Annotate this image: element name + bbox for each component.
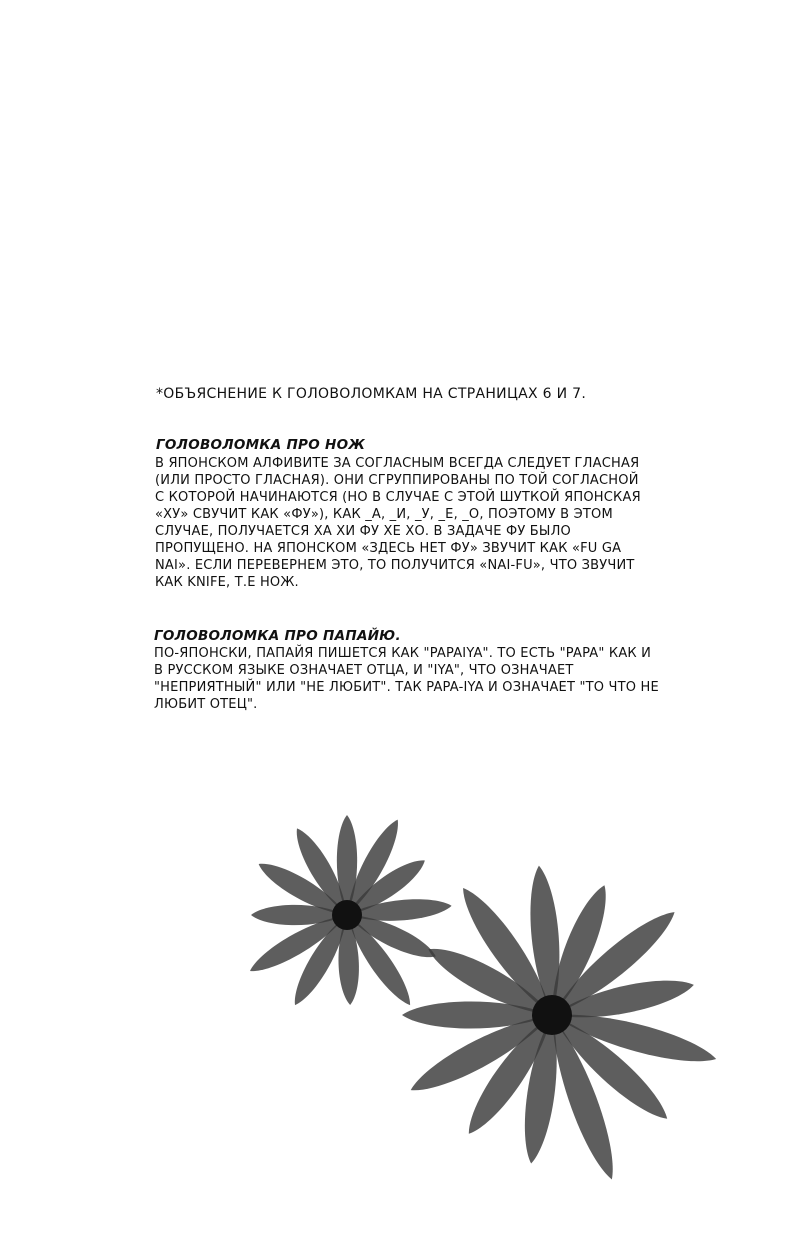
small-flower-center — [332, 900, 362, 930]
knife-puzzle-text: В ЯПОНСКОМ АЛФИВИТЕ ЗА СОГЛАСНЫМ ВСЕГДА СЛЕДУЕТ ГЛАСНАЯ (ИЛИ ПРОСТО ГЛАСНАЯ). ОНИ СГРУППИРОВАНЫ ПО ТОЙ СОГЛАСНОЙ С КОТОРОЙ НАЧИНАЮТСЯ (НО В СЛУЧАЕ С ЭТОЙ ШУТКОЙ ЯПОНСКАЯ «ХУ» СВУЧИТ КАК «ФУ»), КАК _А, _И, _У, _Е, _О, ПОЭТОМУ В ЭТОМ СЛУЧАЕ, ПОЛУЧАЕТСЯ ХА ХИ ФУ ХЕ ХО. В ЗАДАЧЕ ФУ БЫЛО ПРОПУЩЕНО. НА ЯПОНСКОМ «ЗДЕСЬ НЕТ ФУ» ЗВУЧИТ КАК «FU GA NAI». ЕСЛИ ПЕРЕВЕРНЕМ ЭТО, ТО ПОЛУЧИТСЯ «NAI-FU», ЧТО ЗВУЧИТ КАК KNIFE, Т.Е НОЖ. — [155, 456, 641, 590]
large-flower — [402, 864, 720, 1184]
large-flower-center — [532, 995, 572, 1035]
papaya-puzzle-text: ПО-ЯПОНСКИ, ПАПАЙЯ ПИШЕТСЯ КАК "PAPAIYA". ТО ЕСТЬ "PAPA" КАК И В РУССКОМ ЯЗЫКЕ ОЗНАЧАЕТ ОТЦА, И "IYA", ЧТО ОЗНАЧАЕТ "НЕПРИЯТНЫЙ" ИЛИ "НЕ ЛЮБИТ". ТАК PAPA-IYA И ОЗНАЧАЕТ "ТО ЧТО НЕ ЛЮБИТ ОТЕЦ". — [154, 646, 659, 712]
flower-illustration — [230, 815, 770, 1215]
small-flower — [245, 815, 453, 1011]
papaya-puzzle-heading: ГОЛОВОЛОМКА ПРО ПАПАЙЮ. — [154, 628, 401, 644]
explanation-note: *ОБЪЯСНЕНИЕ К ГОЛОВОЛОМКАМ НА СТРАНИЦАХ 6 И 7. — [156, 386, 587, 402]
knife-puzzle-heading: ГОЛОВОЛОМКА ПРО НОЖ — [156, 437, 366, 453]
